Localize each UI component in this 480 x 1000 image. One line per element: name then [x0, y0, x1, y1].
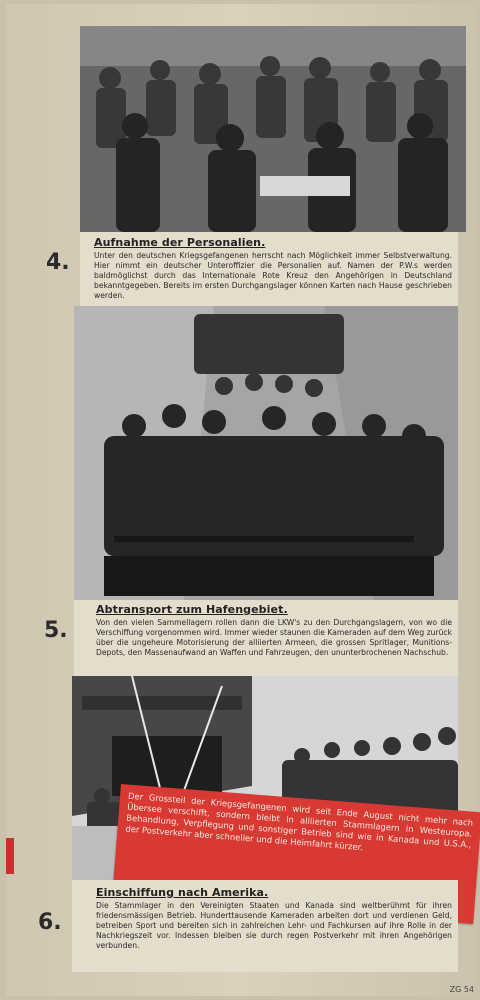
text-registration: Unter den deutschen Kriegsgefangenen herrscht nach Möglichkeit immer Selbstverwaltung. Hier nimmt ein deutscher Unteroffizier die Personalien auf. Namen der P.W.s werden baldmöglichst durch das Internationale Rote Kreuz den Angehörigen in Deutschland bekanntgegeben. Bereits im ersten Durchgangslager können Karten nach Hause geschrieben werden. [94, 251, 452, 300]
photo-registration [80, 26, 466, 232]
text-transport: Von den vielen Sammellagern rollen dann die LKW's zu den Durchgangslagern, von wo die Verschiffung vorgenommen wird. Immer wieder staunen die Kameraden auf dem Weg zurück über die ungeheure Motorisierung der alliierten Armeen, die grossen Spritlager, Munitions-Depots, den Massenaufwand an Waffen und Fahrzeugen, den ununterbrochenen Nachschub. [96, 618, 452, 657]
section-number-6: 6. [38, 910, 62, 935]
heading-embarkation: Einschiffung nach Amerika. [96, 886, 269, 899]
red-edge-mark [6, 838, 14, 874]
photo-transport [74, 306, 458, 600]
text-embarkation: Die Stammlager in den Vereinigten Staaten und Kanada sind weltberühmt für ihren friedensmässigen Betrieb. Hunderttausende Kameraden arbeiten dort und verdienen Geld, betreiben Sport und bereiten sich in zahlreichen Lehr- und Fachkursen auf ihre Rolle in der Nachkriegszeit vor. Indessen bleiben sie durch regen Postverkehr mit ihren Angehörigen verbunden. [96, 901, 452, 950]
caption-registration [80, 232, 458, 306]
heading-registration: Aufnahme der Personalien. [94, 236, 266, 249]
caption-transport [74, 600, 458, 676]
section-number-4: 4. [46, 250, 70, 275]
leaflet-page [6, 4, 476, 996]
section-number-5: 5. [44, 618, 68, 643]
caption-embarkation [72, 880, 458, 972]
footer-code: ZG 54 [449, 985, 474, 994]
heading-transport: Abtransport zum Hafengebiet. [96, 603, 288, 616]
photo-transport-image [74, 306, 458, 600]
red-notice-text: Der Grossteil der Kriegsgefangenen wird seit Ende August nicht mehr nach Übersee verschifft, sondern bleibt in alliierten Stammlagern in Westeuropa. Behandlung, Verpflegung und sonstiger Betrieb sind wie in Kanada und U.S.A., der Postverkehr aber schneller und die Heimfahrt kürzer. [125, 790, 474, 853]
photo-registration-image [80, 26, 466, 232]
